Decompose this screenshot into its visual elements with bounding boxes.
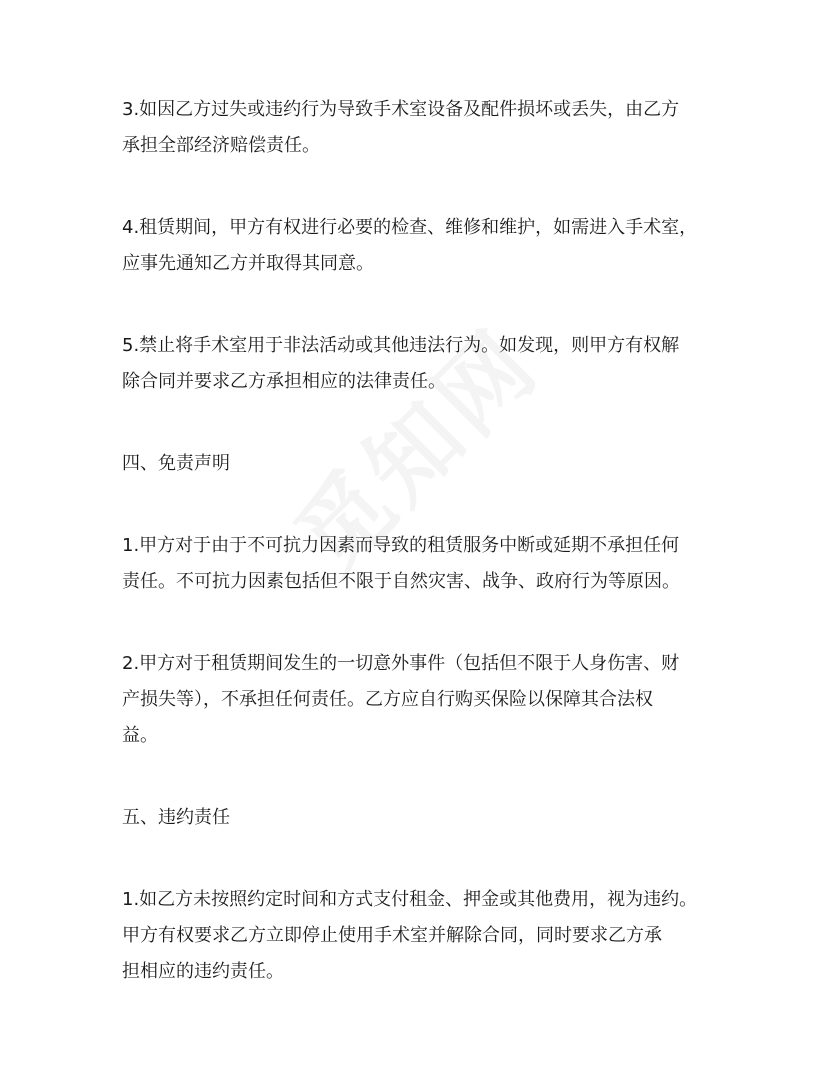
text-line: 2.甲方对于租赁期间发生的一切意外事件（包括但不限于人身伤害、财 bbox=[122, 653, 680, 674]
section-heading-disclaimer: 四、免责声明 bbox=[122, 453, 230, 474]
section-heading-breach: 五、违约责任 bbox=[122, 807, 230, 828]
text-line: 5.禁止将手术室用于非法活动或其他违法行为。如发现，则甲方有权解 bbox=[122, 335, 680, 356]
document-body bbox=[122, 92, 722, 1036]
text-line: 承担全部经济赔偿责任。 bbox=[122, 135, 320, 156]
text-line: 1.如乙方未按照约定时间和方式支付租金、押金或其他费用，视为违约。 bbox=[122, 889, 698, 910]
text-line: 担相应的违约责任。 bbox=[122, 961, 284, 982]
disclaimer-clause-1 bbox=[122, 528, 722, 600]
text-line: 甲方有权要求乙方立即停止使用手术室并解除合同，同时要求乙方承 bbox=[122, 925, 662, 946]
text-line: 1.甲方对于由于不可抗力因素而导致的租赁服务中断或延期不承担任何 bbox=[122, 535, 680, 556]
breach-clause-1 bbox=[122, 882, 722, 990]
text-line: 4.租赁期间，甲方有权进行必要的检查、维修和维护，如需进入手术室， bbox=[122, 217, 698, 238]
text-line: 3.如因乙方过失或违约行为导致手术室设备及配件损坏或丢失，由乙方 bbox=[122, 99, 680, 120]
clause-3 bbox=[122, 92, 722, 164]
text-line: 产损失等），不承担任何责任。乙方应自行购买保险以保障其合法权 bbox=[122, 689, 653, 710]
text-line: 除合同并要求乙方承担相应的法律责任。 bbox=[122, 371, 446, 392]
clause-5 bbox=[122, 328, 722, 400]
text-line: 益。 bbox=[122, 725, 158, 746]
clause-4 bbox=[122, 210, 722, 282]
disclaimer-clause-2 bbox=[122, 646, 722, 754]
text-line: 应事先通知乙方并取得其同意。 bbox=[122, 253, 374, 274]
text-line: 责任。不可抗力因素包括但不限于自然灾害、战争、政府行为等原因。 bbox=[122, 571, 680, 592]
